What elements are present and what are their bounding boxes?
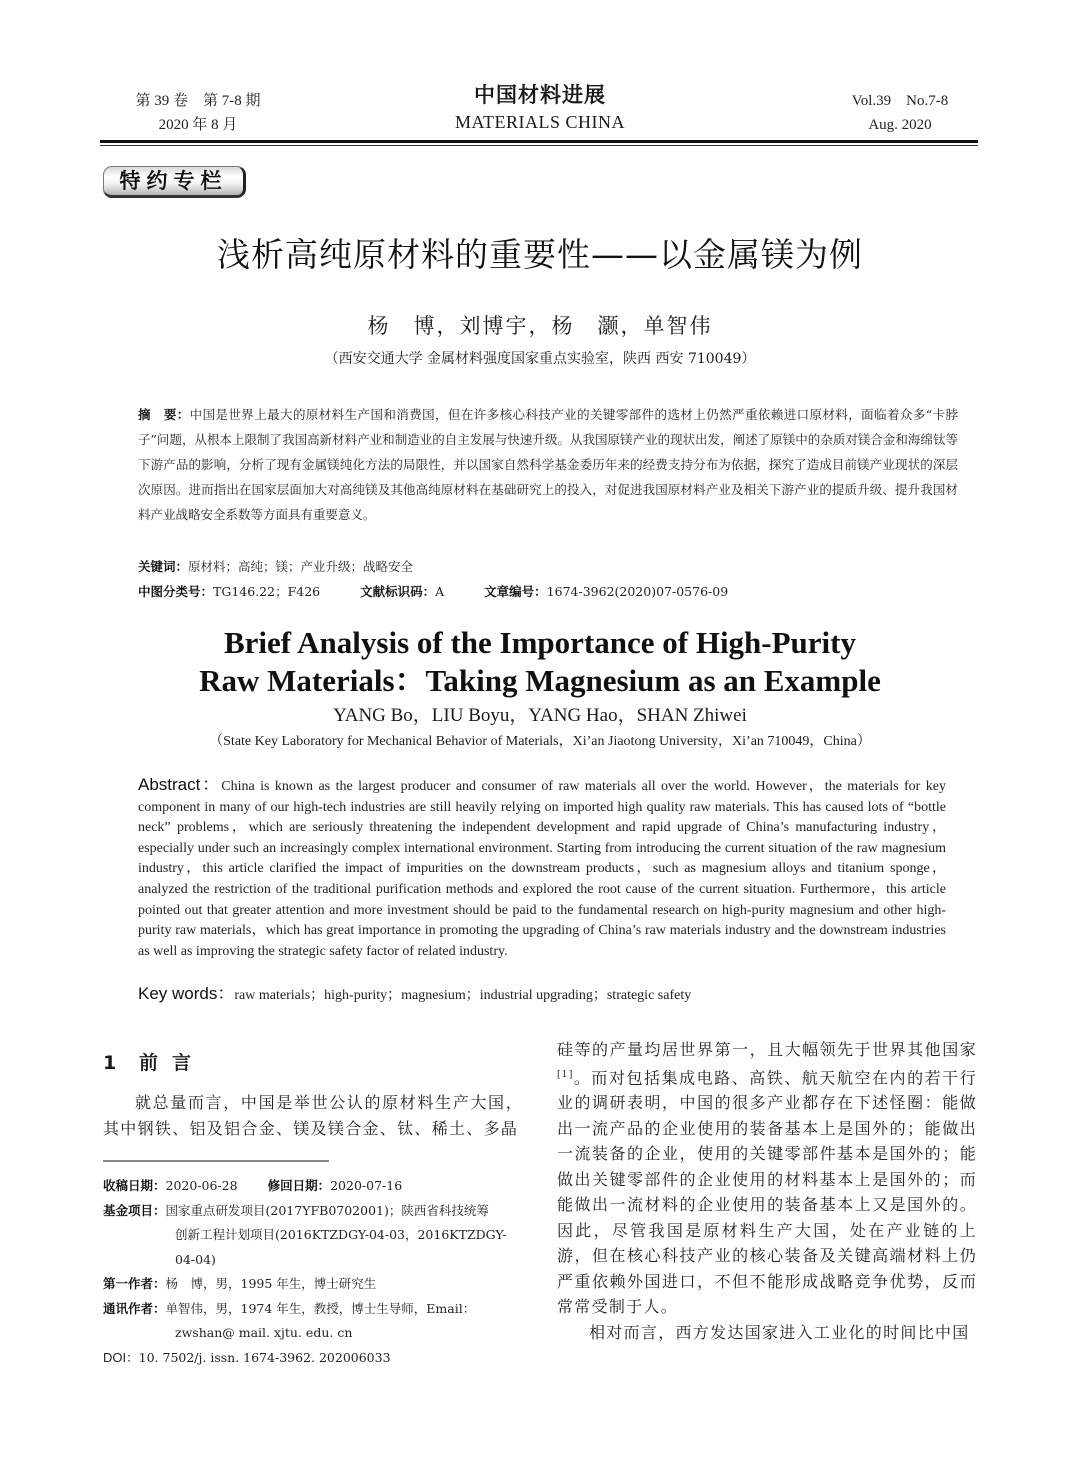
doc-code-label: 文献标识码： xyxy=(360,584,436,599)
authors-cn: 杨 博，刘博宇，杨 灏，单智伟 xyxy=(367,314,713,338)
keywords-en xyxy=(138,984,946,1007)
article-title-en xyxy=(80,624,1000,700)
journal-name-en: MATERIALS CHINA xyxy=(454,112,625,132)
corresponding-author-label: 通讯作者： xyxy=(103,1300,166,1316)
affiliation-cn: （西安交通大学 金属材料强度国家重点实验室，陕西 西安 710049） xyxy=(324,351,756,367)
article-title-en-line2: Raw Materials：Taking Magnesium as an Example xyxy=(199,663,881,698)
corresponding-email[interactable]: zwshan@ mail. xjtu. edu. cn xyxy=(175,1325,353,1340)
keywords-cn-label: 关键词： xyxy=(138,559,189,574)
header-date-cn: 2020 年 8 月 xyxy=(158,117,238,133)
corresponding-author-value: 单智伟，男，1974 年生，教授，博士生导师，Email： xyxy=(165,1300,476,1316)
journal-name-cn: 中国材料进展 xyxy=(474,83,606,107)
keywords-cn-text: 原材料；高纯；镁；产业升级；战略安全 xyxy=(188,559,414,574)
classification-line xyxy=(138,579,958,604)
header-rule-thick xyxy=(100,140,978,143)
corresponding-author-row xyxy=(103,1297,533,1322)
body-right-column xyxy=(557,1037,977,1345)
special-column-label: 特约专栏 xyxy=(119,169,228,193)
header-rule-thin xyxy=(100,145,978,146)
revised-date: 2020-07-16 xyxy=(330,1178,403,1193)
doi-row xyxy=(103,1346,533,1371)
special-column-badge xyxy=(103,166,246,198)
article-no-label: 文章编号： xyxy=(484,584,547,599)
fund-line1: 国家重点研发项目(2017YFB0702001)；陕西省科技统筹 xyxy=(165,1202,489,1218)
footnote-divider xyxy=(103,1160,329,1162)
authors-en: YANG Bo，LIU Boyu，YANG Hao，SHAN Zhiwei xyxy=(333,705,747,726)
keywords-cn xyxy=(138,554,958,579)
section-heading-intro xyxy=(103,1049,205,1077)
journal-masthead xyxy=(380,80,700,134)
abstract-en-text: China is known as the largest producer and consumer of raw materials all over the world. However，the materials for key component in many of our high-tech industries are still heavily relying on imported high quality raw materials. This has caused lots of “bottle neck” problems，which are seriously threatening the independent development and rapid upgrade of China’s manufacturing industry，especially under such an increasingly complex international environment. Starting from introducing the current situation of the raw magnesium industry，this article clarified the impact of impurities on the downstream products，such as magnesium alloys and titanium sponge，analyzed the restriction of the traditional purification methods and explored the root cause of the current situation. Furthermore，this article pointed out that greater attention and more investment should be paid to the fundamental research on high-purity magnesium and other high-purity raw materials，which has great importance in promoting the upgrading of China’s raw materials industry and the downstream industries as well as improving the strategic safety factor of related industry. xyxy=(138,779,946,959)
abstract-en xyxy=(138,775,946,962)
keywords-en-text: raw materials；high-purity；magnesium；industrial upgrading；strategic safety xyxy=(234,988,692,1003)
section-title: 前言 xyxy=(139,1052,206,1074)
abstract-en-label: Abstract xyxy=(138,775,201,794)
abstract-en-colon: ： xyxy=(200,775,222,794)
fund-line3: 04-04) xyxy=(175,1251,216,1267)
body-right-paragraph-1 xyxy=(557,1037,977,1320)
doi-value[interactable]: 10. 7502/j. issn. 1674-3962. 202006033 xyxy=(138,1349,391,1365)
affiliation-en: （State Key Laboratory for Mechanical Behavior of Materials，Xi’an Jiaotong University，Xi’an 710049，China） xyxy=(209,734,871,749)
section-number: 1 xyxy=(103,1052,117,1074)
fund-row xyxy=(103,1199,533,1224)
first-author-row xyxy=(103,1272,533,1297)
header-volume-issue xyxy=(118,89,278,137)
clc-value: TG146.22；F426 xyxy=(213,584,321,599)
article-no-value: 1674-3962(2020)07-0576-09 xyxy=(546,584,729,599)
abstract-cn xyxy=(138,402,958,527)
abstract-cn-text: 中国是世界上最大的原材料生产国和消费国，但在许多核心科技产业的关键零部件的选材上仍然严重依赖进口原材料，面临着众多“卡脖子”问题，从根本上限制了我国高新材料产业和制造业的自主发展与快速升级。从我国原镁产业的现状出发，阐述了原镁中的杂质对镁合金和海绵钛等下游产品的影响，分析了现有金属镁纯化方法的局限性，并以国家自然科学基金委历年来的经费支持分布为依据，探究了造成目前镁产业现状的深层次原因。进而指出在国家层面加大对高纯镁及其他高纯原材料在基础研究上的投入，对促进我国原材料产业及相关下游产业的提质升级、提升我国材料产业战略安全系数等方面具有重要意义。 xyxy=(138,407,958,522)
doi-colon: ： xyxy=(126,1349,139,1365)
body-text: 硅等的产量均居世界第一，且大幅领先于世界其他国家 xyxy=(557,1040,977,1059)
fund-line2: 创新工程计划项目(2016KTZDGY-04-03，2016KTZDGY- xyxy=(175,1227,507,1242)
article-title-cn: 浅析高纯原材料的重要性——以金属镁为例 xyxy=(217,235,863,274)
body-text: 。而对包括集成电路、高铁、航天航空在内的若干行业的调研表明，中国的很多产业都存在下述怪圈：能做出一流产品的企业使用的装备基本上是国外的；能做出一流装备的企业，使用的关键零部件基本是国外的；能做出关键零部件的企业使用的材料基本上是国外的；而能做出一流材料的企业使用的装备基本上又是国外的。因此，尽管我国是原材料生产大国，处在产业链的上游，但在核心科技产业的核心装备及关键高端材料上仍严重依赖外国进口，不但不能形成战略竞争优势，反而常常受制于人。 xyxy=(557,1067,977,1317)
received-label: 收稿日期： xyxy=(103,1178,166,1193)
header-date-en: Aug. 2020 xyxy=(868,117,932,133)
received-date: 2020-06-28 xyxy=(165,1178,238,1193)
article-title-en-line1: Brief Analysis of the Importance of High-Purity xyxy=(223,625,856,660)
body-left-paragraph: 就总量而言，中国是举世公认的原材料生产大国，其中钢铁、铝及铝合金、镁及镁合金、钛、稀土、多晶 xyxy=(103,1093,523,1138)
fund-label: 基金项目： xyxy=(103,1202,166,1218)
keywords-en-colon: ： xyxy=(217,984,235,1003)
first-author-label: 第一作者： xyxy=(103,1276,166,1291)
keywords-en-label: Key words xyxy=(138,984,218,1003)
header-volume-en: Vol.39 No.7-8 xyxy=(851,93,949,109)
citation-ref[interactable]: [1] xyxy=(557,1069,574,1080)
body-right-paragraph-2: 相对而言，西方发达国家进入工业化的时间比中国 xyxy=(589,1322,970,1342)
article-footnotes xyxy=(103,1174,533,1370)
header-volume-issue-en xyxy=(820,89,980,137)
doc-code-value: A xyxy=(435,584,445,599)
first-author-value: 杨 博，男，1995 年生，博士研究生 xyxy=(165,1276,377,1291)
abstract-cn-label: 摘 要： xyxy=(138,407,190,422)
doi-label: DOI xyxy=(103,1349,127,1365)
revised-label: 修回日期： xyxy=(267,1178,331,1193)
header-volume-cn: 第 39 卷 第 7-8 期 xyxy=(135,93,261,109)
dates-row xyxy=(103,1174,533,1199)
clc-label: 中图分类号： xyxy=(138,584,214,599)
